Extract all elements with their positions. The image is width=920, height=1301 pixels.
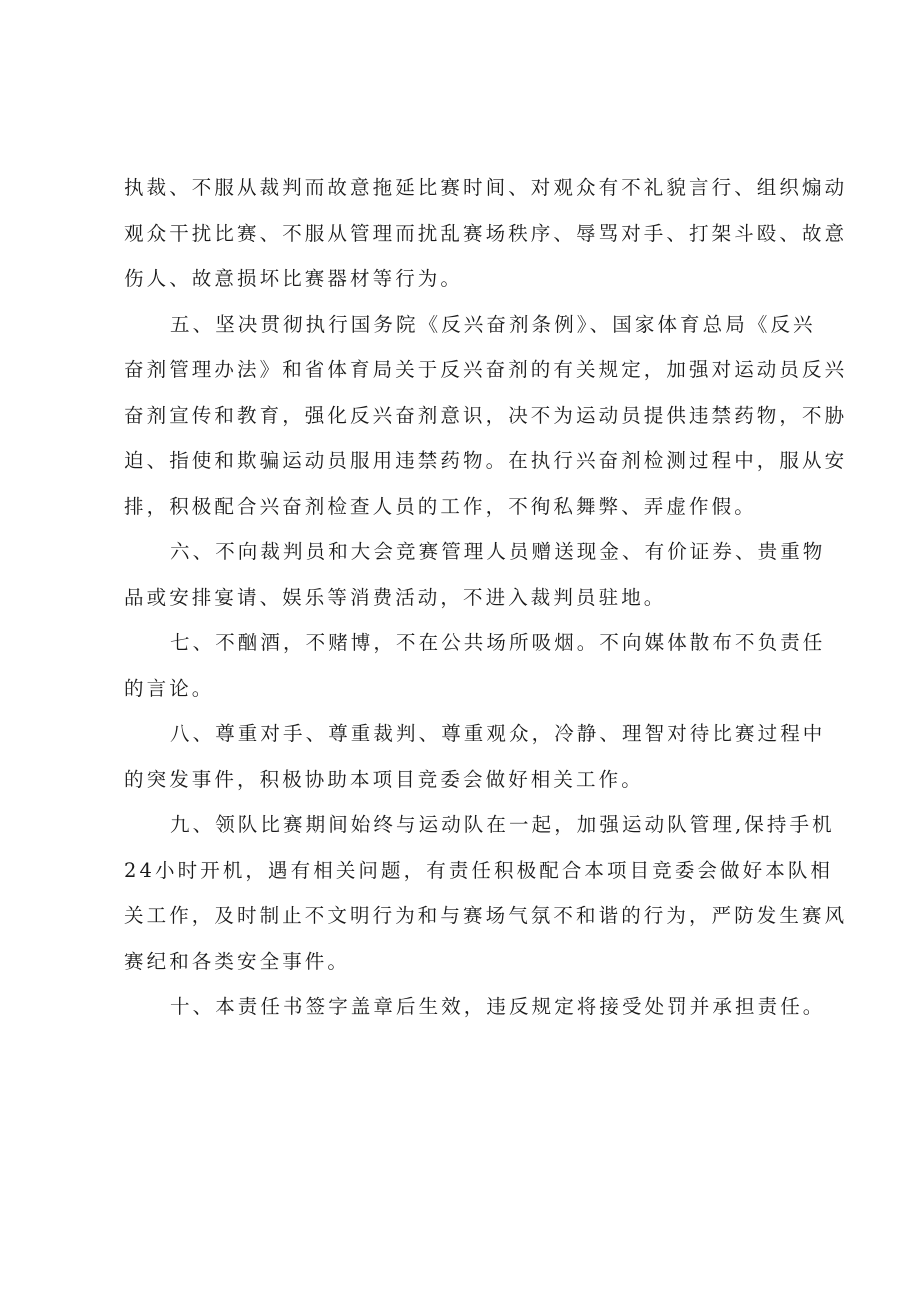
text-line: 观众干扰比赛、不服从管理而扰乱赛场秩序、辱骂对手、打架斗殴、故意 — [124, 221, 848, 245]
text-line: 24小时开机，遇有相关问题，有责任积极配合本项目竞委会做好本队相 — [124, 858, 834, 882]
text-line: 八、尊重对手、尊重裁判、尊重观众，冷静、理智对待比赛过程中 — [170, 722, 826, 745]
paragraph-item-six — [124, 529, 826, 620]
text-line: 六、不向裁判员和大会竞赛管理人员赠送现金、有价证券、贵重物 — [170, 540, 826, 563]
text-line: 五、坚决贯彻执行国务院《反兴奋剂条例》、国家体育总局《反兴 — [170, 312, 816, 336]
text-line: 伤人、故意损坏比赛器材等行为。 — [124, 267, 464, 290]
text-line: 赛纪和各类安全事件。 — [124, 949, 351, 973]
text-line: 九、领队比赛期间始终与运动队在一起，加强运动队管理,保持手机 — [170, 813, 835, 836]
paragraph-item-seven — [124, 620, 826, 711]
text-line: 十、本责任书签字盖章后生效，违反规定将接受处罚并承担责任。 — [170, 995, 826, 1018]
paragraph-item-nine — [124, 802, 848, 984]
text-line: 排，积极配合兴奋剂检查人员的工作，不徇私舞弊、弄虚作假。 — [124, 494, 757, 518]
text-line: 的言论。 — [124, 676, 215, 700]
text-line: 七、不酗酒，不赌博，不在公共场所吸烟。不向媒体散布不负责任 — [170, 631, 826, 654]
paragraph-item-ten — [124, 984, 826, 1030]
text-line: 的突发事件，积极协助本项目竞委会做好相关工作。 — [124, 767, 644, 791]
text-line: 关工作，及时制止不文明行为和与赛场气氛不和谐的行为，严防发生赛风 — [124, 904, 848, 927]
paragraph-item-eight — [124, 711, 826, 802]
text-line: 执裁、不服从裁判而故意拖延比赛时间、对观众有不礼貌言行、组织煽动 — [124, 176, 848, 199]
paragraph-item-five — [124, 302, 848, 530]
text-line: 品或安排宴请、娱乐等消费活动，不进入裁判员驻地。 — [124, 585, 667, 609]
paragraph-continuation — [124, 165, 848, 302]
text-line: 迫、指使和欺骗运动员服用违禁药物。在执行兴奋剂检测过程中，服从安 — [124, 449, 848, 472]
text-line: 奋剂宣传和教育，强化反兴奋剂意识，决不为运动员提供违禁药物，不胁 — [124, 403, 848, 427]
document-body — [124, 165, 848, 1030]
text-line: 奋剂管理办法》和省体育局关于反兴奋剂的有关规定，加强对运动员反兴 — [124, 358, 848, 381]
